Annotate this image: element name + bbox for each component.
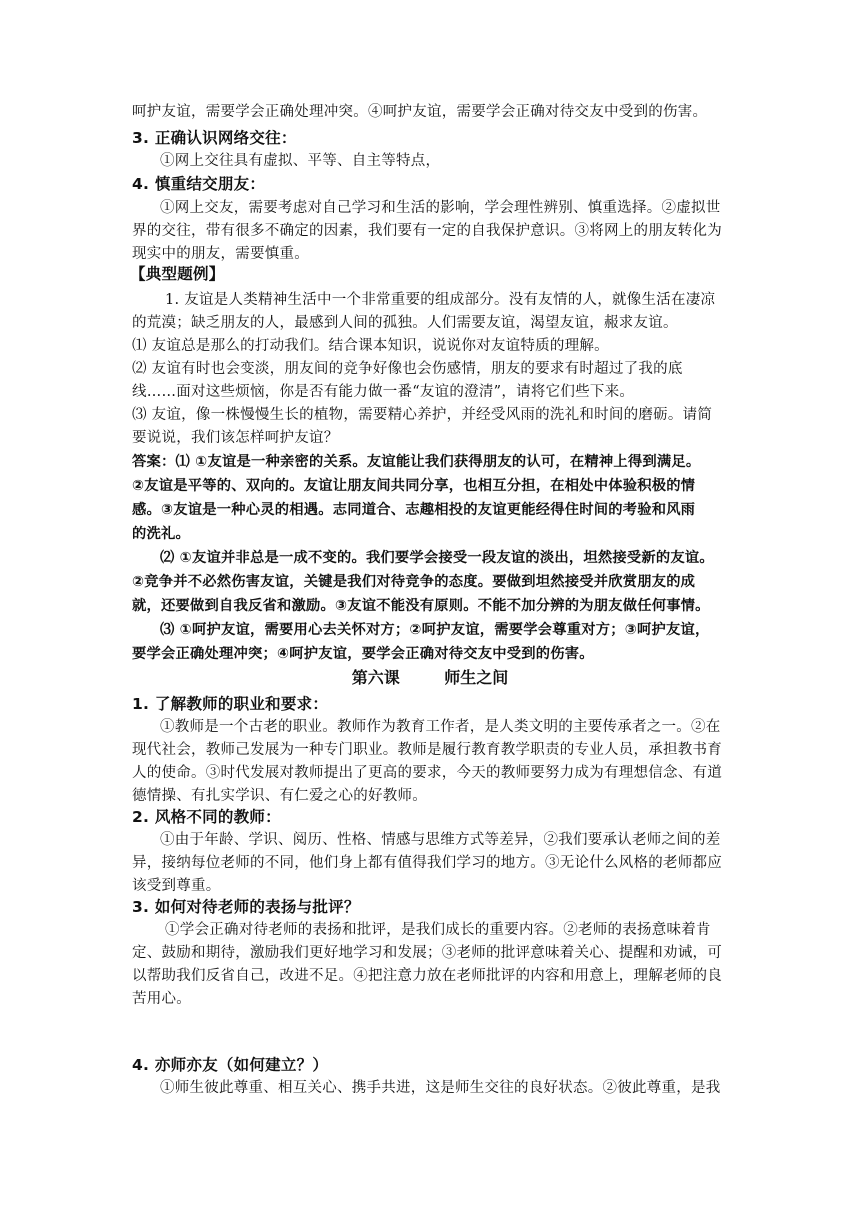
question-item: ⑶ 友谊，像一株慢慢生长的植物，需要精心养护，并经受风雨的洗礼和时间的磨砺。请简 xyxy=(132,407,713,423)
answer-text: 要学会正确处理冲突；④呵护友谊，要学会正确对待交友中受到的伤害。 xyxy=(132,646,594,662)
text-line: 定、鼓励和期待，激励我们更好地学习和发展；③老师的批评意味着关心、提醒和劝诫，可 xyxy=(132,945,722,961)
question-item: 要说说，我们该怎样呵护友谊？ xyxy=(132,430,339,446)
text-line: 该受到尊重。 xyxy=(132,878,221,894)
text-line: 现实中的朋友，需要慎重。 xyxy=(132,246,309,262)
section-heading: 3. 正确认识网络交往： xyxy=(132,129,297,147)
text-line: 异，接纳每位老师的不同，他们身上都有值得我们学习的地方。③无论什么风格的老师都应 xyxy=(132,855,722,871)
answer-text: ②竞争并不必然伤害友谊，关键是我们对待竞争的态度。要做到坦然接受并欣赏朋友的成 xyxy=(132,574,696,590)
question-text: 1. 友谊是人类精神生活中一个非常重要的组成部分。没有友情的人，就像生活在凄凉 xyxy=(165,292,716,308)
text-line: ①师生彼此尊重、相互关心、携手共进，这是师生交往的良好状态。②彼此尊重，是我 xyxy=(160,1080,721,1096)
text-line: 人的使命。③时代发展对教师提出了更高的要求，今天的教师要努力成为有理想信念、有道 xyxy=(132,765,722,781)
answer-text: 感。③友谊是一种心灵的相遇。志同道合、志趣相投的友谊更能经得住时间的考验和风雨 xyxy=(132,502,696,518)
question-item: ⑵ 友谊有时也会变淡，朋友间的竞争好像也会伤感情，朋友的要求有时超过了我的底 xyxy=(132,361,683,377)
lesson-title: 第六课 师生之间 xyxy=(351,668,509,687)
text-line: 界的交往，带有很多不确定的因素，我们要有一定的自我保护意识。③将网上的朋友转化为 xyxy=(132,223,722,239)
section-heading: 3. 如何对待老师的表扬与批评？ xyxy=(132,898,360,916)
answer-text: ⑶ ①呵护友谊，需要用心去关怀对方；②呵护友谊，需要学会尊重对方；③呵护友谊， xyxy=(160,622,710,638)
answer-text: 就，还要做到自我反省和激励。③友谊不能没有原则。不能不加分辨的为朋友做任何事情。 xyxy=(132,598,710,614)
section-heading: 1. 了解教师的职业和要求： xyxy=(132,695,329,713)
text-line: 以帮助我们反省自己，改进不足。④把注意力放在老师批评的内容和用意上，理解老师的良 xyxy=(132,968,722,984)
section-heading: 2. 风格不同的教师： xyxy=(132,808,281,826)
question-text: 的荒漠；缺乏朋友的人，最感到人间的孤独。人们需要友谊，渴望友谊，赧求友谊。 xyxy=(132,315,678,331)
text-line: ①教师是一个古老的职业。教师作为教育工作者，是人类文明的主要传承者之一。②在 xyxy=(160,719,721,735)
answer-text: ⑵ ①友谊并非总是一成不变的。我们要学会接受一段友谊的淡出，坦然接受新的友谊。 xyxy=(160,550,714,566)
example-heading: 【典型题例】 xyxy=(130,265,225,283)
text-line: ①网上交友，需要考虑对自己学习和生活的影响，学会理性辨别、慎重选择。②虚拟世 xyxy=(160,200,721,216)
answer-text: 的洗礼。 xyxy=(132,526,190,542)
text-line: 德情操、有扎实学识、有仁爱之心的好教师。 xyxy=(132,788,427,804)
text-line: ①网上交往具有虚拟、平等、自主等特点， xyxy=(160,153,441,169)
question-item: 线……面对这些烦恼，你是否有能力做一番“友谊的澄清”，请将它们些下来。 xyxy=(132,384,635,400)
text-line: 苦用心。 xyxy=(132,991,191,1007)
question-item: ⑴ 友谊总是那么的打动我们。结合课本知识，说说你对友谊特质的理解。 xyxy=(132,338,609,354)
section-heading: 4. 慎重结交朋友： xyxy=(132,175,266,193)
text-line: ①学会正确对待老师的表扬和批评，是我们成长的重要内容。②老师的表扬意味着肯 xyxy=(165,922,711,938)
text-line: 现代社会，教师己发展为一种专门职业。教师是履行教育教学职责的专业人员，承担教书育 xyxy=(132,742,722,758)
section-heading: 4. 亦师亦友（如何建立？） xyxy=(132,1056,329,1074)
answer-text: 答案：⑴ ①友谊是一种亲密的关系。友谊能让我们获得朋友的认可，在精神上得到满足。 xyxy=(132,454,701,470)
text-line: ①由于年龄、学识、阅历、性格、情感与思维方式等差异，②我们要承认老师之间的差 xyxy=(160,832,721,848)
answer-text: ②友谊是平等的、双向的。友谊让朋友间共同分享，也相互分担，在相处中体验积极的情 xyxy=(132,478,696,494)
text-line: 呵护友谊，需要学会正确处理冲突。④呵护友谊，需要学会正确对待交友中受到的伤害。 xyxy=(132,104,708,120)
